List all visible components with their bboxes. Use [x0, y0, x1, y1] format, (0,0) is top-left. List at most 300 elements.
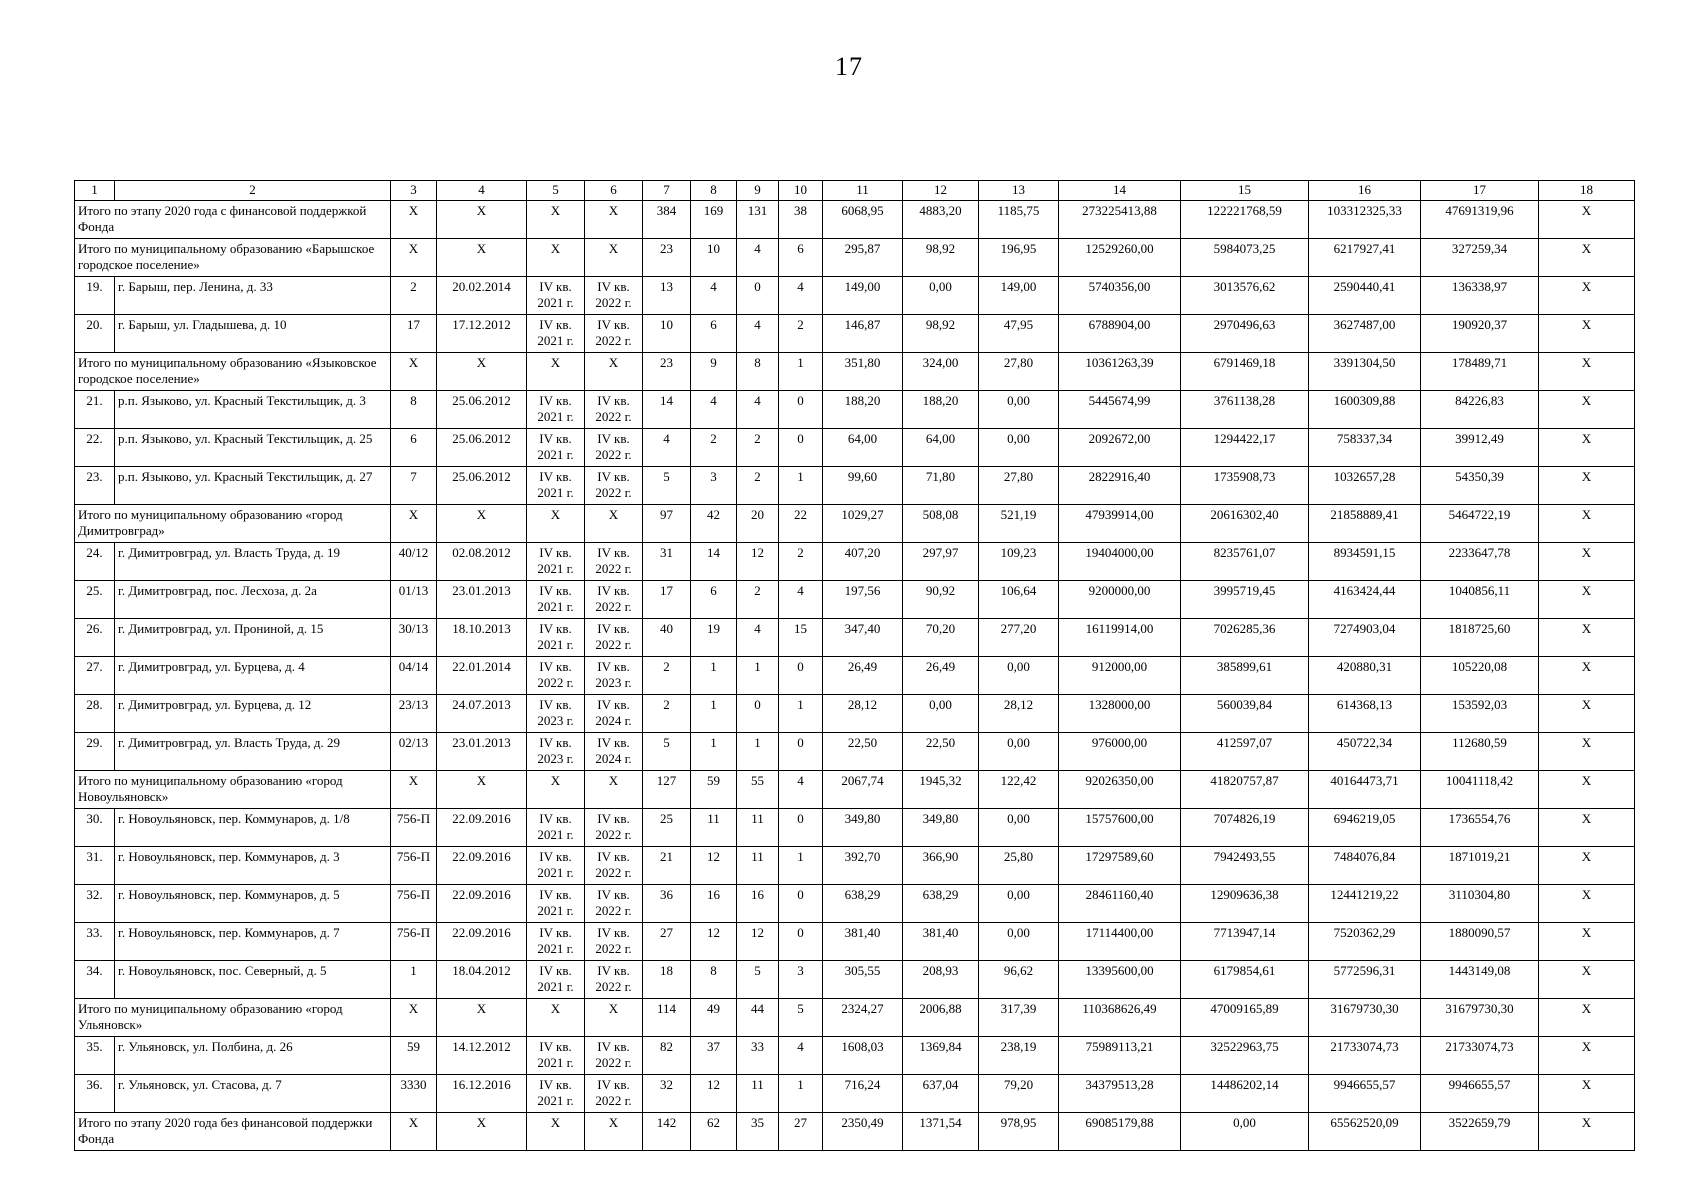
- cell-col-9: 1: [737, 657, 779, 695]
- cell-col-11: 197,56: [823, 581, 903, 619]
- cell-col-6: X: [585, 1113, 643, 1151]
- cell-col-13: 27,80: [979, 353, 1059, 391]
- cell-col-3: 17: [391, 315, 437, 353]
- cell-col-10: 4: [779, 277, 823, 315]
- cell-col-5: IV кв. 2021 г.: [527, 543, 585, 581]
- cell-col-4: 02.08.2012: [437, 543, 527, 581]
- cell-col-3: 3330: [391, 1075, 437, 1113]
- cell-col-12: 2006,88: [903, 999, 979, 1037]
- address-cell: г. Димитровград, ул. Прониной, д. 15: [115, 619, 391, 657]
- cell-col-8: 12: [691, 1075, 737, 1113]
- cell-col-14: 13395600,00: [1059, 961, 1181, 999]
- cell-col-10: 0: [779, 391, 823, 429]
- cell-col-17: 1880090,57: [1421, 923, 1539, 961]
- cell-col-14: 17297589,60: [1059, 847, 1181, 885]
- cell-col-15: 6791469,18: [1181, 353, 1309, 391]
- cell-col-18: X: [1539, 999, 1635, 1037]
- cell-col-4: 25.06.2012: [437, 429, 527, 467]
- cell-col-8: 49: [691, 999, 737, 1037]
- cell-col-4: X: [437, 353, 527, 391]
- cell-col-9: 1: [737, 733, 779, 771]
- cell-col-11: 349,80: [823, 809, 903, 847]
- cell-col-18: X: [1539, 657, 1635, 695]
- cell-col-10: 1: [779, 353, 823, 391]
- cell-col-5: IV кв. 2022 г.: [527, 657, 585, 695]
- cell-col-8: 16: [691, 885, 737, 923]
- cell-col-16: 31679730,30: [1309, 999, 1421, 1037]
- cell-col-7: 82: [643, 1037, 691, 1075]
- total-row: [75, 771, 1635, 809]
- cell-col-18: X: [1539, 1113, 1635, 1151]
- cell-col-11: 2324,27: [823, 999, 903, 1037]
- cell-col-11: 64,00: [823, 429, 903, 467]
- cell-col-13: 196,95: [979, 239, 1059, 277]
- housing-program-table: [74, 180, 1635, 1151]
- column-number-10: 10: [779, 181, 823, 201]
- cell-col-3: X: [391, 353, 437, 391]
- cell-col-16: 12441219,22: [1309, 885, 1421, 923]
- cell-col-10: 2: [779, 315, 823, 353]
- cell-col-5: IV кв. 2021 г.: [527, 315, 585, 353]
- cell-col-4: 14.12.2012: [437, 1037, 527, 1075]
- cell-col-14: 10361263,39: [1059, 353, 1181, 391]
- cell-col-16: 1600309,88: [1309, 391, 1421, 429]
- cell-col-7: 13: [643, 277, 691, 315]
- address-cell: г. Димитровград, ул. Бурцева, д. 12: [115, 695, 391, 733]
- cell-col-10: 1: [779, 847, 823, 885]
- total-row: [75, 999, 1635, 1037]
- cell-col-6: IV кв. 2022 г.: [585, 543, 643, 581]
- cell-col-13: 28,12: [979, 695, 1059, 733]
- cell-col-5: IV кв. 2021 г.: [527, 581, 585, 619]
- cell-col-17: 5464722,19: [1421, 505, 1539, 543]
- cell-col-12: 508,08: [903, 505, 979, 543]
- page-number: 17: [835, 52, 863, 81]
- cell-col-18: X: [1539, 429, 1635, 467]
- cell-col-4: 22.01.2014: [437, 657, 527, 695]
- total-row: [75, 201, 1635, 239]
- cell-col-14: 273225413,88: [1059, 201, 1181, 239]
- cell-col-11: 392,70: [823, 847, 903, 885]
- address-cell: р.п. Языково, ул. Красный Текстильщик, д. 3: [115, 391, 391, 429]
- column-number-18: 18: [1539, 181, 1635, 201]
- cell-col-8: 9: [691, 353, 737, 391]
- column-number-3: 3: [391, 181, 437, 201]
- cell-col-11: 149,00: [823, 277, 903, 315]
- cell-col-16: 1032657,28: [1309, 467, 1421, 505]
- cell-col-5: IV кв. 2021 г.: [527, 961, 585, 999]
- cell-col-3: 40/12: [391, 543, 437, 581]
- cell-col-12: 208,93: [903, 961, 979, 999]
- cell-col-15: 41820757,87: [1181, 771, 1309, 809]
- cell-col-9: 12: [737, 543, 779, 581]
- cell-col-13: 0,00: [979, 809, 1059, 847]
- cell-col-6: X: [585, 505, 643, 543]
- cell-col-14: 12529260,00: [1059, 239, 1181, 277]
- cell-col-5: IV кв. 2021 г.: [527, 809, 585, 847]
- cell-col-4: X: [437, 201, 527, 239]
- column-number-15: 15: [1181, 181, 1309, 201]
- cell-col-12: 26,49: [903, 657, 979, 695]
- row-number: 27.: [75, 657, 115, 695]
- cell-col-11: 381,40: [823, 923, 903, 961]
- cell-col-18: X: [1539, 1037, 1635, 1075]
- cell-col-6: X: [585, 201, 643, 239]
- cell-col-17: 112680,59: [1421, 733, 1539, 771]
- cell-col-17: 1040856,11: [1421, 581, 1539, 619]
- row-number: 25.: [75, 581, 115, 619]
- cell-col-17: 136338,97: [1421, 277, 1539, 315]
- cell-col-7: 5: [643, 467, 691, 505]
- cell-col-18: X: [1539, 619, 1635, 657]
- cell-col-15: 7942493,55: [1181, 847, 1309, 885]
- cell-col-18: X: [1539, 733, 1635, 771]
- cell-col-11: 146,87: [823, 315, 903, 353]
- cell-col-7: 142: [643, 1113, 691, 1151]
- cell-col-5: IV кв. 2021 г.: [527, 619, 585, 657]
- cell-col-9: 131: [737, 201, 779, 239]
- cell-col-3: 04/14: [391, 657, 437, 695]
- table-row: [75, 315, 1635, 353]
- cell-col-16: 758337,34: [1309, 429, 1421, 467]
- cell-col-13: 79,20: [979, 1075, 1059, 1113]
- cell-col-5: IV кв. 2021 г.: [527, 1037, 585, 1075]
- cell-col-12: 22,50: [903, 733, 979, 771]
- cell-col-12: 324,00: [903, 353, 979, 391]
- cell-col-9: 11: [737, 809, 779, 847]
- cell-col-8: 3: [691, 467, 737, 505]
- row-number: 30.: [75, 809, 115, 847]
- cell-col-7: 21: [643, 847, 691, 885]
- cell-col-9: 4: [737, 315, 779, 353]
- cell-col-7: 4: [643, 429, 691, 467]
- cell-col-18: X: [1539, 809, 1635, 847]
- cell-col-7: 97: [643, 505, 691, 543]
- row-number: 33.: [75, 923, 115, 961]
- cell-col-15: 3995719,45: [1181, 581, 1309, 619]
- cell-col-10: 22: [779, 505, 823, 543]
- cell-col-6: X: [585, 353, 643, 391]
- cell-col-8: 1: [691, 733, 737, 771]
- cell-col-14: 6788904,00: [1059, 315, 1181, 353]
- cell-col-9: 5: [737, 961, 779, 999]
- cell-col-10: 4: [779, 771, 823, 809]
- cell-col-16: 3627487,00: [1309, 315, 1421, 353]
- cell-col-17: 1736554,76: [1421, 809, 1539, 847]
- cell-col-11: 2067,74: [823, 771, 903, 809]
- column-number-2: 2: [115, 181, 391, 201]
- table-row: [75, 885, 1635, 923]
- cell-col-18: X: [1539, 1075, 1635, 1113]
- cell-col-8: 12: [691, 923, 737, 961]
- cell-col-4: X: [437, 1113, 527, 1151]
- cell-col-12: 349,80: [903, 809, 979, 847]
- cell-col-16: 21733074,73: [1309, 1037, 1421, 1075]
- cell-col-10: 0: [779, 429, 823, 467]
- column-number-5: 5: [527, 181, 585, 201]
- cell-col-17: 190920,37: [1421, 315, 1539, 353]
- cell-col-18: X: [1539, 353, 1635, 391]
- table-row: [75, 733, 1635, 771]
- address-cell: г. Новоульяновск, пер. Коммунаров, д. 5: [115, 885, 391, 923]
- cell-col-16: 614368,13: [1309, 695, 1421, 733]
- address-cell: г. Ульяновск, ул. Полбина, д. 26: [115, 1037, 391, 1075]
- cell-col-17: 31679730,30: [1421, 999, 1539, 1037]
- cell-col-7: 14: [643, 391, 691, 429]
- table-row: [75, 809, 1635, 847]
- cell-col-12: 0,00: [903, 695, 979, 733]
- cell-col-13: 277,20: [979, 619, 1059, 657]
- total-row: [75, 239, 1635, 277]
- cell-col-3: 02/13: [391, 733, 437, 771]
- cell-col-11: 28,12: [823, 695, 903, 733]
- table-row: [75, 429, 1635, 467]
- cell-col-5: IV кв. 2021 г.: [527, 847, 585, 885]
- table-row: [75, 1037, 1635, 1075]
- column-number-8: 8: [691, 181, 737, 201]
- cell-col-5: X: [527, 353, 585, 391]
- cell-col-14: 976000,00: [1059, 733, 1181, 771]
- cell-col-9: 0: [737, 695, 779, 733]
- column-number-6: 6: [585, 181, 643, 201]
- cell-col-16: 7274903,04: [1309, 619, 1421, 657]
- cell-col-9: 4: [737, 239, 779, 277]
- cell-col-14: 912000,00: [1059, 657, 1181, 695]
- cell-col-15: 7713947,14: [1181, 923, 1309, 961]
- cell-col-11: 26,49: [823, 657, 903, 695]
- cell-col-10: 0: [779, 733, 823, 771]
- cell-col-17: 47691319,96: [1421, 201, 1539, 239]
- cell-col-3: 756-П: [391, 847, 437, 885]
- cell-col-5: IV кв. 2021 г.: [527, 923, 585, 961]
- cell-col-16: 450722,34: [1309, 733, 1421, 771]
- cell-col-3: 6: [391, 429, 437, 467]
- address-cell: г. Новоульяновск, пер. Коммунаров, д. 1/8: [115, 809, 391, 847]
- cell-col-11: 22,50: [823, 733, 903, 771]
- cell-col-7: 32: [643, 1075, 691, 1113]
- cell-col-10: 0: [779, 885, 823, 923]
- cell-col-12: 64,00: [903, 429, 979, 467]
- row-number: 23.: [75, 467, 115, 505]
- cell-col-3: 23/13: [391, 695, 437, 733]
- cell-col-4: X: [437, 999, 527, 1037]
- cell-col-3: 2: [391, 277, 437, 315]
- cell-col-3: 756-П: [391, 885, 437, 923]
- cell-col-12: 4883,20: [903, 201, 979, 239]
- cell-col-3: 8: [391, 391, 437, 429]
- cell-col-8: 2: [691, 429, 737, 467]
- cell-col-5: X: [527, 201, 585, 239]
- cell-col-3: X: [391, 201, 437, 239]
- cell-col-11: 6068,95: [823, 201, 903, 239]
- address-cell: г. Новоульяновск, пос. Северный, д. 5: [115, 961, 391, 999]
- cell-col-14: 2092672,00: [1059, 429, 1181, 467]
- cell-col-18: X: [1539, 695, 1635, 733]
- cell-col-12: 0,00: [903, 277, 979, 315]
- cell-col-9: 2: [737, 581, 779, 619]
- cell-col-13: 0,00: [979, 391, 1059, 429]
- total-label: Итого по муниципальному образованию «город Димитровград»: [75, 505, 391, 543]
- address-cell: г. Барыш, пер. Ленина, д. 33: [115, 277, 391, 315]
- cell-col-9: 35: [737, 1113, 779, 1151]
- cell-col-15: 32522963,75: [1181, 1037, 1309, 1075]
- cell-col-8: 4: [691, 277, 737, 315]
- cell-col-18: X: [1539, 239, 1635, 277]
- cell-col-12: 637,04: [903, 1075, 979, 1113]
- cell-col-7: 36: [643, 885, 691, 923]
- cell-col-4: X: [437, 239, 527, 277]
- cell-col-11: 2350,49: [823, 1113, 903, 1151]
- cell-col-17: 54350,39: [1421, 467, 1539, 505]
- cell-col-3: 01/13: [391, 581, 437, 619]
- cell-col-9: 0: [737, 277, 779, 315]
- column-number-16: 16: [1309, 181, 1421, 201]
- cell-col-16: 6217927,41: [1309, 239, 1421, 277]
- cell-col-15: 12909636,38: [1181, 885, 1309, 923]
- total-row: [75, 1113, 1635, 1151]
- cell-col-6: IV кв. 2022 г.: [585, 961, 643, 999]
- cell-col-14: 34379513,28: [1059, 1075, 1181, 1113]
- cell-col-18: X: [1539, 277, 1635, 315]
- cell-col-6: IV кв. 2024 г.: [585, 733, 643, 771]
- column-number-1: 1: [75, 181, 115, 201]
- column-number-4: 4: [437, 181, 527, 201]
- cell-col-13: 0,00: [979, 923, 1059, 961]
- cell-col-14: 16119914,00: [1059, 619, 1181, 657]
- cell-col-13: 521,19: [979, 505, 1059, 543]
- cell-col-12: 98,92: [903, 315, 979, 353]
- cell-col-18: X: [1539, 315, 1635, 353]
- cell-col-8: 6: [691, 581, 737, 619]
- cell-col-10: 4: [779, 581, 823, 619]
- cell-col-16: 21858889,41: [1309, 505, 1421, 543]
- cell-col-15: 1735908,73: [1181, 467, 1309, 505]
- row-number: 34.: [75, 961, 115, 999]
- cell-col-13: 238,19: [979, 1037, 1059, 1075]
- table-row: [75, 277, 1635, 315]
- cell-col-3: 7: [391, 467, 437, 505]
- cell-col-8: 12: [691, 847, 737, 885]
- cell-col-9: 4: [737, 391, 779, 429]
- cell-col-15: 20616302,40: [1181, 505, 1309, 543]
- cell-col-15: 2970496,63: [1181, 315, 1309, 353]
- cell-col-17: 9946655,57: [1421, 1075, 1539, 1113]
- cell-col-4: 18.10.2013: [437, 619, 527, 657]
- cell-col-11: 1029,27: [823, 505, 903, 543]
- cell-col-18: X: [1539, 391, 1635, 429]
- cell-col-16: 4163424,44: [1309, 581, 1421, 619]
- cell-col-15: 560039,84: [1181, 695, 1309, 733]
- cell-col-16: 2590440,41: [1309, 277, 1421, 315]
- cell-col-14: 5740356,00: [1059, 277, 1181, 315]
- cell-col-13: 109,23: [979, 543, 1059, 581]
- cell-col-3: 756-П: [391, 809, 437, 847]
- cell-col-13: 96,62: [979, 961, 1059, 999]
- cell-col-18: X: [1539, 847, 1635, 885]
- cell-col-10: 2: [779, 543, 823, 581]
- row-number: 32.: [75, 885, 115, 923]
- address-cell: г. Димитровград, ул. Власть Труда, д. 19: [115, 543, 391, 581]
- cell-col-11: 347,40: [823, 619, 903, 657]
- cell-col-9: 20: [737, 505, 779, 543]
- cell-col-4: 18.04.2012: [437, 961, 527, 999]
- cell-col-8: 8: [691, 961, 737, 999]
- cell-col-6: IV кв. 2022 г.: [585, 885, 643, 923]
- cell-col-9: 8: [737, 353, 779, 391]
- cell-col-14: 69085179,88: [1059, 1113, 1181, 1151]
- total-row: [75, 353, 1635, 391]
- cell-col-7: 114: [643, 999, 691, 1037]
- cell-col-17: 153592,03: [1421, 695, 1539, 733]
- cell-col-8: 62: [691, 1113, 737, 1151]
- cell-col-5: IV кв. 2021 г.: [527, 1075, 585, 1113]
- cell-col-9: 16: [737, 885, 779, 923]
- cell-col-17: 10041118,42: [1421, 771, 1539, 809]
- cell-col-9: 11: [737, 847, 779, 885]
- cell-col-14: 1328000,00: [1059, 695, 1181, 733]
- address-cell: г. Димитровград, ул. Бурцева, д. 4: [115, 657, 391, 695]
- cell-col-11: 407,20: [823, 543, 903, 581]
- cell-col-10: 4: [779, 1037, 823, 1075]
- cell-col-12: 381,40: [903, 923, 979, 961]
- row-number: 19.: [75, 277, 115, 315]
- cell-col-3: 30/13: [391, 619, 437, 657]
- table-row: [75, 467, 1635, 505]
- cell-col-10: 1: [779, 1075, 823, 1113]
- cell-col-15: 8235761,07: [1181, 543, 1309, 581]
- cell-col-4: 22.09.2016: [437, 847, 527, 885]
- cell-col-13: 106,64: [979, 581, 1059, 619]
- cell-col-5: IV кв. 2021 г.: [527, 885, 585, 923]
- cell-col-8: 10: [691, 239, 737, 277]
- table-row: [75, 1075, 1635, 1113]
- cell-col-5: X: [527, 999, 585, 1037]
- row-number: 24.: [75, 543, 115, 581]
- cell-col-10: 38: [779, 201, 823, 239]
- cell-col-5: X: [527, 771, 585, 809]
- cell-col-8: 42: [691, 505, 737, 543]
- cell-col-8: 1: [691, 657, 737, 695]
- cell-col-17: 1818725,60: [1421, 619, 1539, 657]
- cell-col-3: X: [391, 1113, 437, 1151]
- cell-col-6: IV кв. 2022 г.: [585, 1037, 643, 1075]
- cell-col-10: 1: [779, 695, 823, 733]
- cell-col-3: X: [391, 505, 437, 543]
- cell-col-14: 28461160,40: [1059, 885, 1181, 923]
- table-row: [75, 581, 1635, 619]
- cell-col-10: 3: [779, 961, 823, 999]
- cell-col-10: 6: [779, 239, 823, 277]
- table-row: [75, 619, 1635, 657]
- cell-col-14: 17114400,00: [1059, 923, 1181, 961]
- cell-col-16: 5772596,31: [1309, 961, 1421, 999]
- cell-col-9: 11: [737, 1075, 779, 1113]
- cell-col-4: 17.12.2012: [437, 315, 527, 353]
- cell-col-15: 1294422,17: [1181, 429, 1309, 467]
- cell-col-17: 84226,83: [1421, 391, 1539, 429]
- cell-col-11: 305,55: [823, 961, 903, 999]
- cell-col-5: IV кв. 2023 г.: [527, 695, 585, 733]
- cell-col-10: 0: [779, 657, 823, 695]
- cell-col-5: IV кв. 2021 г.: [527, 277, 585, 315]
- cell-col-5: IV кв. 2023 г.: [527, 733, 585, 771]
- cell-col-6: IV кв. 2022 г.: [585, 391, 643, 429]
- row-number: 31.: [75, 847, 115, 885]
- cell-col-4: 16.12.2016: [437, 1075, 527, 1113]
- cell-col-5: IV кв. 2021 г.: [527, 467, 585, 505]
- cell-col-12: 70,20: [903, 619, 979, 657]
- cell-col-17: 39912,49: [1421, 429, 1539, 467]
